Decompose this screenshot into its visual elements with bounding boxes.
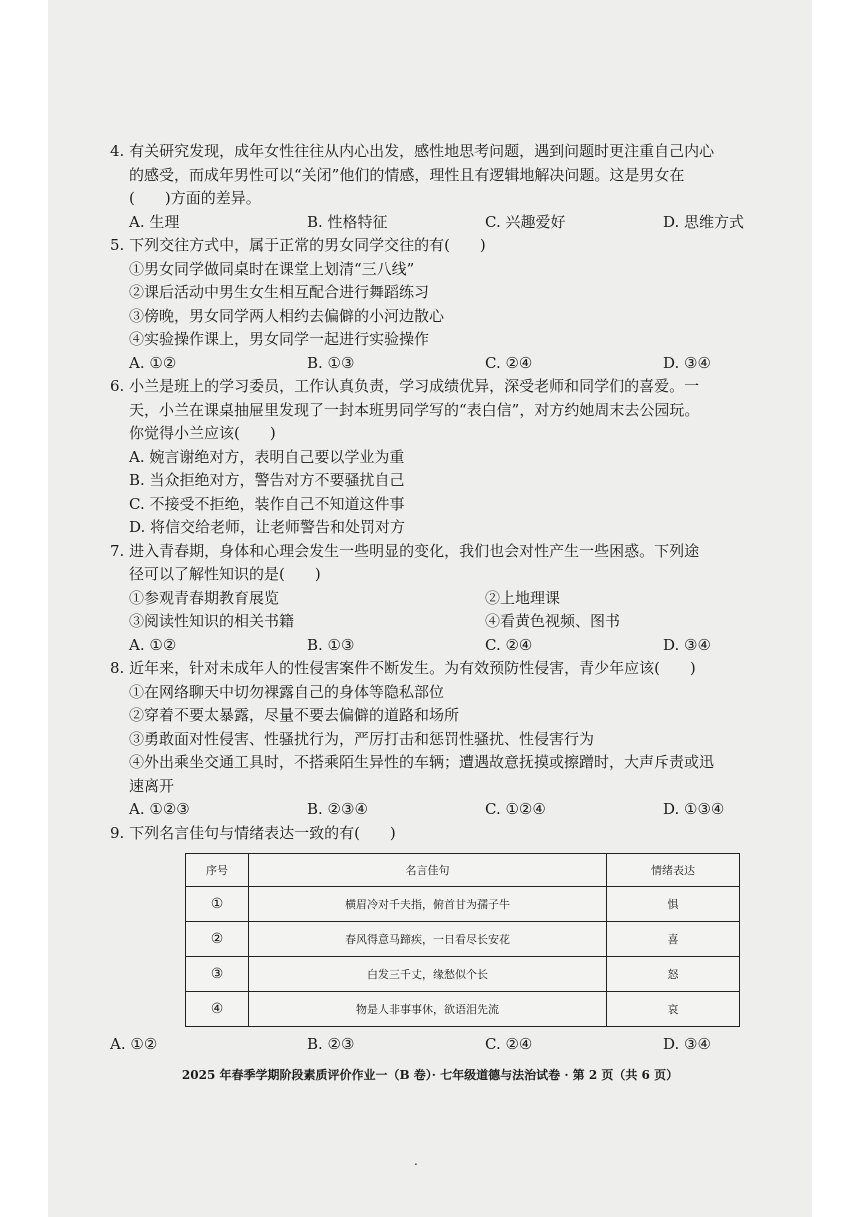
row-quote: 春风得意马蹄疾，一日看尽长安花 <box>249 922 607 957</box>
question-5-stem: 5. 下列交往方式中，属于正常的男女同学交往的有( ) <box>110 236 486 254</box>
quote-emotion-table <box>185 853 740 1027</box>
table-row <box>186 992 740 1027</box>
row-quote: 横眉冷对千夫指，俯首甘为孺子牛 <box>249 887 607 922</box>
question-8-item-1: ①在网络聊天中切勿裸露自己的身体等隐私部位 <box>129 682 445 701</box>
question-7-items-row-1 <box>110 587 760 611</box>
page-mark: . <box>414 1154 418 1168</box>
header-emotion: 情绪表达 <box>607 854 740 887</box>
question-5-item-4: ④实验操作课上，男女同学一起进行实验操作 <box>129 330 430 348</box>
row-index: ② <box>186 922 249 957</box>
question-8 <box>110 657 760 822</box>
question-9-options <box>110 1033 760 1057</box>
question-5-item-2: ②课后活动中男生女生相互配合进行舞蹈练习 <box>129 283 430 301</box>
option-b: B. ①③ <box>307 635 355 654</box>
question-5-options <box>110 352 760 376</box>
question-6-line-1: 6. 小兰是班上的学习委员，工作认真负责，学习成绩优异，深受老师和同学们的喜爱。一 <box>110 377 700 395</box>
question-8-stem: 8. 近年来，针对未成年人的性侵害案件不断发生。为有效预防性侵害，青少年应该( ) <box>110 659 696 677</box>
header-quote: 名言佳句 <box>249 854 607 887</box>
row-index: ④ <box>186 992 249 1027</box>
question-5 <box>110 234 760 375</box>
exam-page <box>48 0 812 1217</box>
option-d: D. 将信交给老师，让老师警告和处罚对方 <box>129 518 406 536</box>
option-c: C. ①②④ <box>485 800 546 818</box>
table-row <box>186 887 740 922</box>
option-d: D. ③④ <box>663 1035 711 1053</box>
question-4-options <box>110 211 760 235</box>
option-a: A. 婉言谢绝对方，表明自己要以学业为重 <box>129 447 405 466</box>
table-row <box>186 957 740 992</box>
question-9 <box>110 822 760 1057</box>
row-index: ① <box>186 887 249 922</box>
question-7-item-2: ②上地理课 <box>485 588 561 607</box>
option-c: C. 兴趣爱好 <box>485 212 566 231</box>
question-8-item-3: ③勇敢面对性侵害、性骚扰行为，严厉打击和惩罚性骚扰、性侵害行为 <box>129 729 595 748</box>
question-7 <box>110 540 760 658</box>
option-b: B. ②③ <box>307 1035 355 1053</box>
option-c: C. 不接受不拒绝，装作自己不知道这件事 <box>129 494 405 513</box>
header-index: 序号 <box>186 854 249 887</box>
question-4-line-3: ( )方面的差异。 <box>129 189 261 207</box>
option-b: B. ①③ <box>307 353 355 372</box>
option-d: D. ③④ <box>663 353 711 372</box>
question-8-item-4: ④外出乘坐交通工具时，不搭乘陌生异性的车辆；遭遇故意抚摸或擦蹭时，大声斥责或迅 <box>129 753 715 771</box>
question-9-stem: 9. 下列名言佳句与情绪表达一致的有( ) <box>110 823 396 842</box>
question-6 <box>110 375 760 540</box>
option-a: A. ①② <box>129 635 177 654</box>
question-7-options <box>110 634 760 658</box>
question-8-item-2: ②穿着不要太暴露，尽量不要去偏僻的道路和场所 <box>129 706 460 724</box>
question-7-items-row-2 <box>110 610 760 634</box>
question-7-item-1: ①参观青春期教育展览 <box>129 588 280 607</box>
question-7-item-3: ③阅读性知识的相关书籍 <box>129 612 295 630</box>
table-row <box>186 922 740 957</box>
row-quote: 物是人非事事休，欲语泪先流 <box>249 992 607 1027</box>
question-4-line-1: 4. 有关研究发现，成年女性往往从内心出发，感性地思考问题，遇到问题时更注重自己内心 <box>110 142 715 160</box>
option-d: D. ①③④ <box>663 800 725 818</box>
option-b: B. 当众拒绝对方，警告对方不要骚扰自己 <box>129 471 405 489</box>
option-d: D. ③④ <box>663 635 711 654</box>
questions-area <box>110 140 760 1057</box>
question-7-line-1: 7. 进入青春期，身体和心理会发生一些明显的变化，我们也会对性产生一些困惑。下列途 <box>110 541 700 560</box>
option-a: A. 生理 <box>129 212 180 231</box>
option-c: C. ②④ <box>485 353 533 372</box>
option-a: A. ①② <box>110 1035 158 1053</box>
row-emotion: 惧 <box>607 887 740 922</box>
question-4 <box>110 140 760 234</box>
option-a: A. ①② <box>129 353 177 372</box>
question-8-options <box>110 798 760 822</box>
option-d: D. 思维方式 <box>663 212 745 231</box>
table-header-row <box>186 854 740 887</box>
question-4-line-2: 的感受，而成年男性可以“关闭”他们的情感，理性且有逻辑地解决问题。这是男女在 <box>129 165 685 184</box>
question-7-item-4: ④看黄色视频、图书 <box>485 612 621 630</box>
option-a: A. ①②③ <box>129 800 190 818</box>
question-5-item-3: ③傍晚，男女同学两人相约去偏僻的小河边散心 <box>129 306 445 325</box>
question-7-line-2: 径可以了解性知识的是( ) <box>129 565 321 583</box>
row-emotion: 哀 <box>607 992 740 1027</box>
question-5-item-1: ①男女同学做同桌时在课堂上划清“三八线” <box>129 259 415 278</box>
row-emotion: 怒 <box>607 957 740 992</box>
option-b: B. 性格特征 <box>307 212 388 231</box>
row-index: ③ <box>186 957 249 992</box>
row-quote: 白发三千丈，缘愁似个长 <box>249 957 607 992</box>
option-c: C. ②④ <box>485 1035 533 1053</box>
question-6-line-3: 你觉得小兰应该( ) <box>129 424 276 442</box>
page-footer: 2025 年春季学期阶段素质评价作业一（B 卷）· 七年级道德与法治试卷 · 第 2 页（共 6 页） <box>181 1068 679 1082</box>
option-b: B. ②③④ <box>307 800 368 818</box>
row-emotion: 喜 <box>607 922 740 957</box>
question-6-line-2: 天，小兰在课桌抽屉里发现了一封本班男同学写的“表白信”，对方约她周末去公园玩。 <box>129 400 700 419</box>
option-c: C. ②④ <box>485 635 533 654</box>
question-8-item-4-cont: 速离开 <box>129 776 175 795</box>
